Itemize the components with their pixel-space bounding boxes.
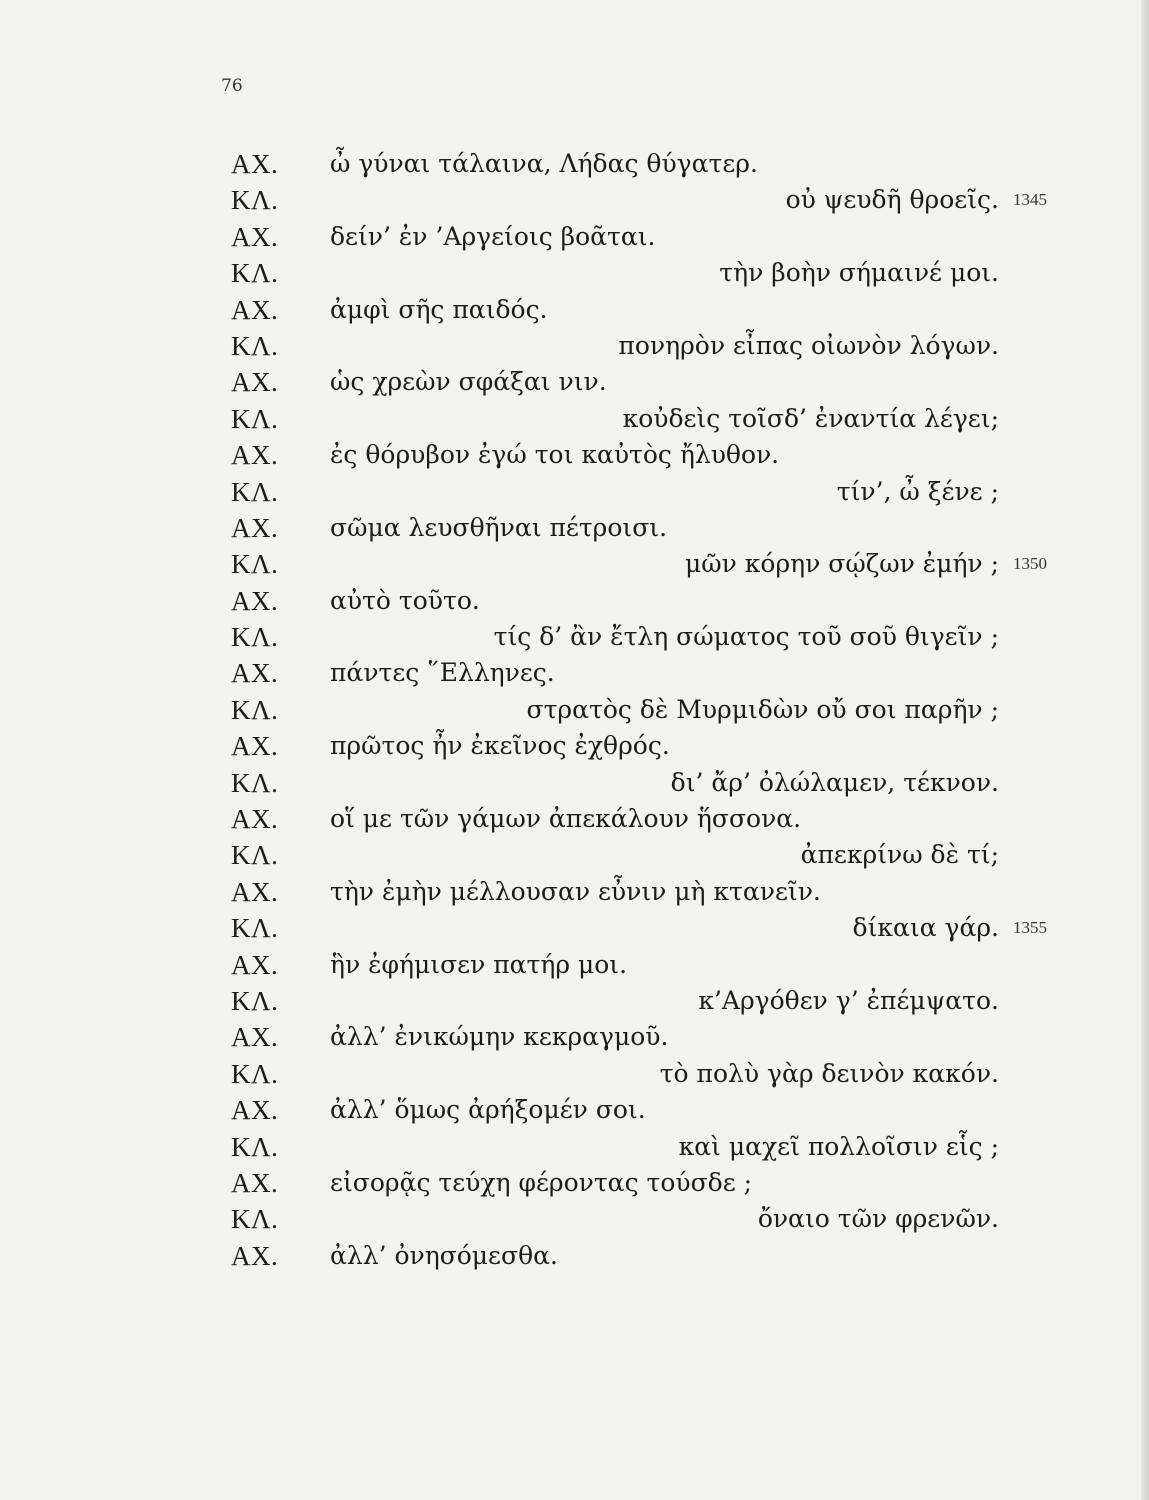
speaker-label: ΚΛ. [231,476,279,507]
verse-text: μῶν κόρην σῴζων ἐμήν ; [684,549,999,579]
verse-line [0,728,1149,764]
verse-line [0,364,1149,400]
verse-line [0,1238,1149,1274]
dialogue-lines [0,146,1149,1274]
verse-text: κοὐδεὶς τοῖσδ’ ἐναντία λέγει; [622,403,999,433]
verse-text: τίν’, ὦ ξένε ; [836,476,999,506]
verse-line [0,1165,1149,1201]
verse-text: τὴν βοὴν σήμαινέ μοι. [719,258,999,288]
verse-text: κ’Αργόθεν γ’ ἐπέμψατο. [698,985,999,1015]
verse-line [0,1129,1149,1165]
verse-line [0,1201,1149,1237]
verse-line [0,219,1149,255]
verse-text: πονηρὸν εἶπας οἰωνὸν λόγων. [618,330,999,360]
verse-line [0,874,1149,910]
verse-text: δίκαια γάρ. [852,913,999,943]
verse-text: πάντες ῞Ελληνες. [330,658,555,688]
verse-text: ὡς χρεὼν σφάξαι νιν. [330,367,607,397]
page-number: 76 [221,76,243,96]
verse-line [0,801,1149,837]
verse-text: αὐτὸ τοῦτο. [330,585,480,615]
line-number: 1345 [1013,190,1047,210]
verse-line [0,546,1149,582]
verse-line [0,692,1149,728]
verse-text: ἣν ἐφήμισεν πατήρ μοι. [330,949,628,979]
verse-text: ἀμφὶ σῆς παιδός. [330,294,548,324]
verse-line [0,437,1149,473]
verse-line [0,1092,1149,1128]
speaker-label: ΑΧ. [231,949,279,980]
speaker-label: ΚΛ. [231,549,279,580]
verse-line [0,619,1149,655]
verse-line [0,837,1149,873]
verse-line [0,328,1149,364]
verse-line [0,1056,1149,1092]
verse-line [0,983,1149,1019]
verse-text: οὐ ψευδῆ θροεῖς. [785,185,999,215]
line-number: 1350 [1013,554,1047,574]
speaker-label: ΑΧ. [231,1167,279,1198]
speaker-label: ΑΧ. [231,585,279,616]
verse-text: οἵ με τῶν γάμων ἀπεκάλουν ἥσσονα. [330,804,802,834]
verse-text: εἰσορᾷς τεύχη φέροντας τούσδε ; [330,1167,753,1197]
verse-line [0,292,1149,328]
speaker-label: ΚΛ. [231,622,279,653]
speaker-label: ΚΛ. [231,1204,279,1235]
speaker-label: ΚΛ. [231,985,279,1016]
speaker-label: ΑΧ. [231,658,279,689]
verse-line [0,474,1149,510]
speaker-label: ΑΧ. [231,149,279,179]
speaker-label: ΚΛ. [231,330,279,361]
verse-text: τίς δ’ ἂν ἔτλη σώματος τοῦ σοῦ θιγεῖν ; [493,622,999,652]
verse-line [0,1019,1149,1055]
verse-text: ἀλλ’ ὀνησόμεσθα. [330,1240,558,1270]
speaker-label: ΚΛ. [231,767,279,798]
verse-text: ὦ γύναι τάλαινα, Λήδας θύγατερ. [330,149,758,178]
verse-line [0,583,1149,619]
verse-text: σῶμα λευσθῆναι πέτροισι. [330,512,668,542]
speaker-label: ΑΧ. [231,294,279,325]
speaker-label: ΑΧ. [231,221,279,252]
speaker-label: ΚΛ. [231,840,279,871]
speaker-label: ΚΛ. [231,1058,279,1089]
verse-line [0,910,1149,946]
speaker-label: ΚΛ. [231,694,279,725]
speaker-label: ΑΧ. [231,1240,279,1271]
verse-text: δείν’ ἐν ’Αργείοις βοᾶται. [330,221,656,251]
verse-line [0,655,1149,691]
verse-text: ὄναιο τῶν φρενῶν. [757,1204,999,1234]
speaker-label: ΑΧ. [231,367,279,398]
speaker-label: ΚΛ. [231,185,279,216]
speaker-label: ΑΧ. [231,1095,279,1126]
speaker-label: ΑΧ. [231,512,279,543]
verse-line [0,182,1149,218]
verse-line [0,510,1149,546]
speaker-label: ΚΛ. [231,258,279,289]
speaker-label: ΑΧ. [231,876,279,907]
verse-text: ἀπεκρίνω δὲ τί; [800,840,999,870]
verse-text: στρατὸς δὲ Μυρμιδὼν οὔ σοι παρῆν ; [526,694,999,724]
verse-text: τὸ πολὺ γὰρ δεινὸν κακόν. [659,1058,999,1088]
verse-text: καὶ μαχεῖ πολλοῖσιν εἷς ; [678,1131,999,1161]
verse-text: ἐς θόρυβον ἐγώ τοι καὐτὸς ἤλυθον. [330,440,780,470]
line-number: 1355 [1013,918,1047,938]
verse-text: δι’ ἄρ’ ὀλώλαμεν, τέκνον. [670,767,999,797]
speaker-label: ΑΧ. [231,804,279,835]
verse-text: ἀλλ’ ὅμως ἀρήξομέν σοι. [330,1095,646,1125]
speaker-label: ΚΛ. [231,913,279,944]
verse-line [0,146,1149,182]
speaker-label: ΚΛ. [231,1131,279,1162]
speaker-label: ΑΧ. [231,440,279,471]
speaker-label: ΑΧ. [231,1022,279,1053]
verse-text: τὴν ἐμὴν μέλλουσαν εὖνιν μὴ κτανεῖν. [330,876,821,906]
verse-line [0,255,1149,291]
verse-line [0,765,1149,801]
verse-line [0,947,1149,983]
verse-line [0,401,1149,437]
verse-text: πρῶτος ἦν ἐκεῖνος ἐχθρός. [330,731,670,761]
speaker-label: ΚΛ. [231,403,279,434]
verse-text: ἀλλ’ ἐνικώμην κεκραγμοῦ. [330,1022,669,1052]
speaker-label: ΑΧ. [231,731,279,762]
